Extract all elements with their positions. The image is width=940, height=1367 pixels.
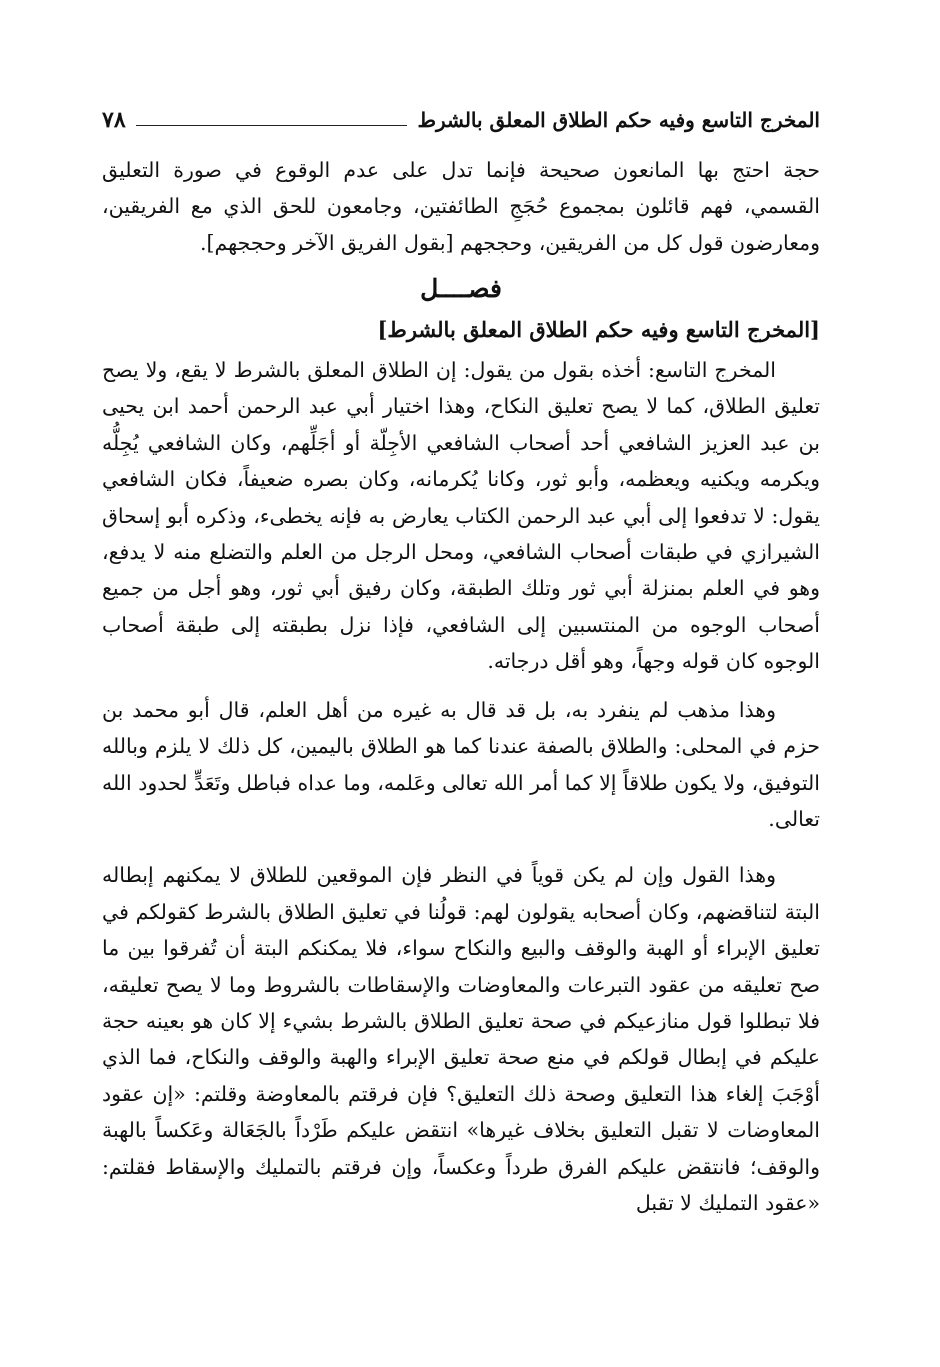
section-title	[102, 271, 820, 307]
paragraph-contradiction: وهذا القول وإن لم يكن قوياً في النظر فإن الموقعين للطلاق لا يمكنهم إبطاله البتة لتناقضهم، وكان أصحابه يقولون لهم: قولُنا في تعليق الطلاق بالشرط كقولكم في تعليق الإبراء أو الهبة والوقف والبيع والنكاح سواء، فلا يمكنكم البتة أن تُفرقوا بين ما صح تعليقه من عقود التبرعات والمعاوضات والإسقاطات بالشروط وما لا يصح تعليقه، فلا تبطلوا قول منازعيكم في صحة تعليق الطلاق بالشرط بشيء إلا كان هو بعينه حجة عليكم في إبطال قولكم في منع صحة تعليق الإبراء والهبة والوقف والنكاح، فما الذي أوْجَبَ إلغاء هذا التعليق وصحة ذلك التعليق؟ فإن فرقتم بالمعاوضة وقلتم: «إن عقود المعاوضات لا تقبل التعليق بخلاف غيرها» انتقض عليكم طَرْداً بالجَعَالة وعَكساً بالهبة والوقف؛ فانتقض عليكم الفرق طرداً وعكساً، وإن فرقتم بالتمليك والإسقاط فقلتم: «عقود التمليك لا تقبل	[102, 863, 820, 1215]
section-heading: [المخرج التاسع وفيه حكم الطلاق المعلق بالشرط]	[377, 316, 820, 342]
running-title: المخرج التاسع وفيه حكم الطلاق المعلق بالشرط	[417, 108, 820, 132]
page-body	[102, 152, 820, 1221]
running-header	[102, 98, 820, 142]
paragraph-ibn-hazm: وهذا مذهب لم ينفرد به، بل قد قال به غيره من أهل العلم، قال أبو محمد بن حزم في المحلى: والطلاق بالصفة عندنا كما هو الطلاق باليمين، كل ذلك لا يلزم وبالله التوفيق، ولا يكون طلاقاً إلا كما أمر الله تعالى وعَلمه، وما عداه فباطل وتَعَدٍّ لحدود الله تعالى.	[102, 697, 820, 831]
header-rule	[136, 125, 408, 126]
page-number: ٧٨	[102, 107, 126, 133]
paragraph-ninth-exit: المخرج التاسع: أخذه بقول من يقول: إن الطلاق المعلق بالشرط لا يقع، ولا يصح تعليق الطلاق، كما لا يصح تعليق النكاح، وهذا اختيار أبي عبد الرحمن أحمد ابن يحيى بن عبد العزيز الشافعي أحد أصحاب الشافعي الأجِلّة أو أجَلِّهم، وكان الشافعي يُجِلُّه ويكرمه ويكنيه ويعظمه، وأبو ثور، وكانا يُكرمانه، وكان بصره ضعيفاً، فكان الشافعي يقول: لا تدفعوا إلى أبي عبد الرحمن الكتاب يعارض به فإنه يخطىء، وذكره أبو إسحاق الشيرازي في طبقات أصحاب الشافعي، ومحل الرجل من العلم والتضلع منه لا يدفع، وهو في العلم بمنزلة أبي ثور وتلك الطبقة، وكان رفيق أبي ثور، وهو أجل من جميع أصحاب الوجوه من المنتسبين إلى الشافعي، فإذا نزل بطبقته إلى طبقة أصحاب الوجوه كان قوله وجهاً، وهو أقل درجاته.	[102, 358, 820, 674]
continued-paragraph: حجة احتج بها المانعون صحيحة فإنما تدل على عدم الوقوع في صورة التعليق القسمي، فهم قائلون بمجموع حُجَجِ الطائفتين، وجامعون للحق الذي مع الفريقين، ومعارضون قول كل من الفريقين، وحججهم [بقول الفريق الآخر وحججهم].	[102, 158, 820, 255]
section-title-text: فصــــل	[420, 274, 502, 304]
